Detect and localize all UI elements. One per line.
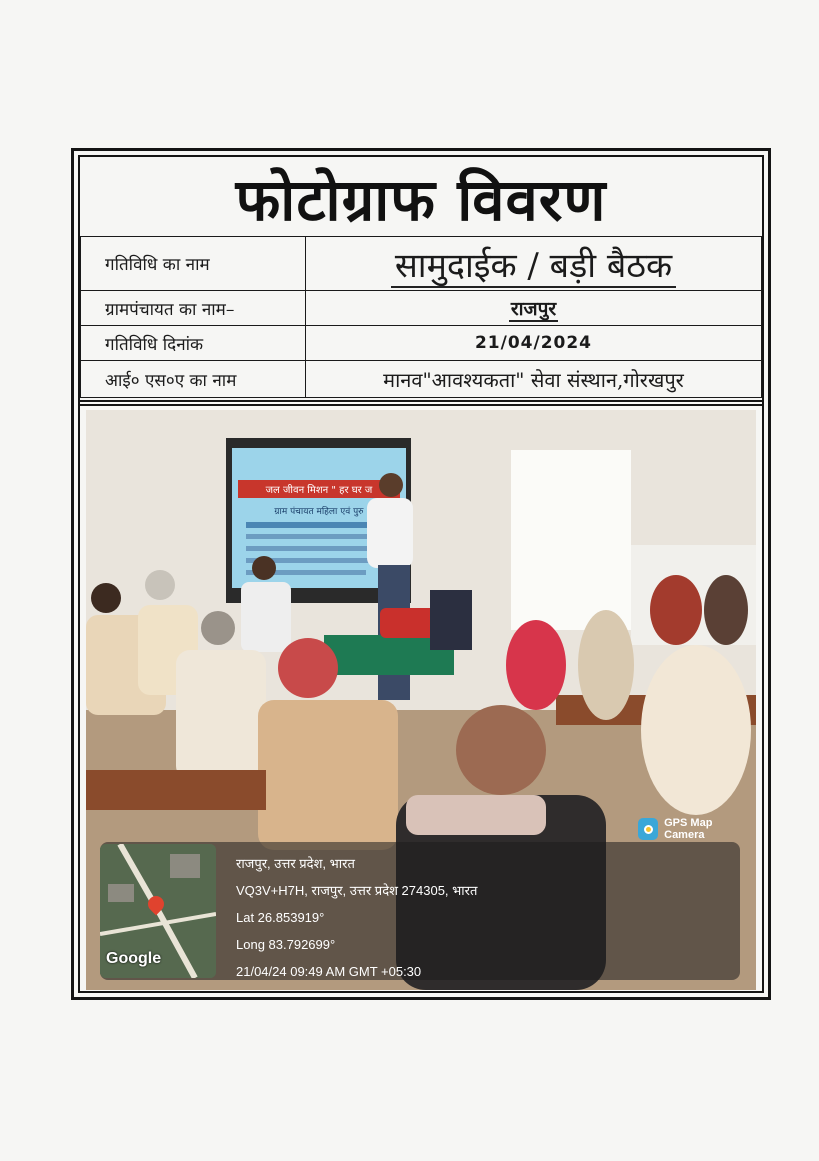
- gps-latitude: Lat 26.853919°: [236, 910, 325, 925]
- details-table: [80, 236, 762, 398]
- banner-subheading: ग्राम पंचायत महिला एवं पुरु: [274, 507, 364, 517]
- map-brand: Google: [106, 950, 162, 967]
- gps-address: VQ3V+H7H, राजपुर, उत्तर प्रदेश 274305, भारत: [236, 883, 478, 898]
- row-isa-name: [81, 361, 762, 398]
- map-thumbnail: [100, 844, 216, 978]
- activity-name-value: सामुदाईक / बड़ी बैठक: [391, 246, 676, 288]
- row-panchayat-name: [81, 291, 762, 326]
- panchayat-name-label: ग्रामपंचायत का नाम–: [81, 291, 306, 326]
- panchayat-name-value: राजपुर: [510, 298, 557, 320]
- isa-name-value: मानव"आवश्यकता" सेवा संस्थान,गोरखपुर: [383, 367, 684, 392]
- activity-date-label: गतिविधि दिनांक: [81, 326, 306, 361]
- gps-timestamp: 21/04/24 09:49 AM GMT +05:30: [236, 964, 422, 979]
- gps-place: राजपुर, उत्तर प्रदेश, भारत: [236, 856, 355, 871]
- meeting-photo: [86, 410, 756, 990]
- gps-longitude: Long 83.792699°: [236, 937, 336, 952]
- activity-date-value: 21/04/2024: [474, 333, 593, 353]
- banner-heading: जल जीवन मिशन " हर घर ज: [265, 485, 373, 496]
- row-activity-date: [81, 326, 762, 361]
- page-title: फोटोग्राफ विवरण: [235, 165, 607, 234]
- activity-name-label: गतिविधि का नाम: [81, 237, 306, 291]
- gps-camera-icon: [638, 818, 658, 840]
- row-activity-name: [81, 237, 762, 291]
- gps-badge-text: GPS Map Camera: [664, 817, 713, 841]
- gps-details: [236, 850, 477, 985]
- isa-name-label: आई० एस०ए का नाम: [81, 361, 306, 398]
- section-divider: [78, 400, 764, 406]
- gps-badge: [634, 814, 756, 844]
